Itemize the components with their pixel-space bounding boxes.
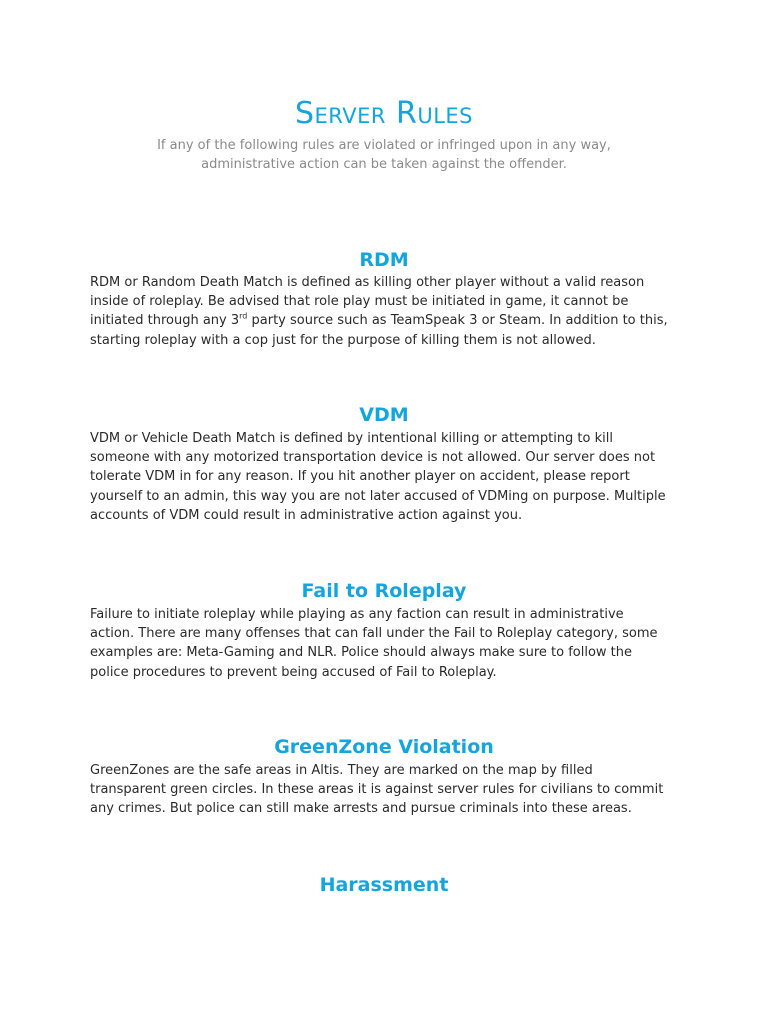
section-heading-vdm: VDM [359,404,409,426]
document-title: Server Rules [294,96,474,131]
section-body-fail-to-roleplay: Failure to initiate roleplay while playing as any faction can result in administrative action. There are many offenses that can fall under the Fail to Roleplay category, some examples are: Meta-Gaming and NLR. Police should always make sure to follow the police procedures to prevent being accused of Fail to Roleplay. [90,607,658,680]
rdm-body-superscript: rd [239,312,248,322]
section-heading-greenzone: GreenZone Violation [274,736,494,758]
subtitle-line-2: administrative action can be taken against the offender. [201,157,567,172]
subtitle-line-1: If any of the following rules are violated or infringed upon in any way, [157,138,611,153]
rdm-body-part-2: party source such as TeamSpeak 3 or Steam. In addition to this, starting roleplay with a cop just for the purpose of killing them is not allowed. [90,313,668,348]
section-body-vdm: VDM or Vehicle Death Match is defined by intentional killing or attempting to kill someone with any motorized transportation device is not allowed. Our server does not tolerate VDM in for any reason. If you hit another player on accident, please report yourself to an admin, this way you are not later accused of VDMing on purpose. Multiple accounts of VDM could result in administrative action against you. [90,431,666,523]
section-body-rdm [90,273,690,350]
rdm-body-part-1: RDM or Random Death Match is defined as killing other player without a valid reason inside of roleplay. Be advised that role play must be initiated in game, it cannot be initiated through any 3 [90,275,645,329]
section-heading-rdm: RDM [359,249,409,271]
section-body-greenzone: GreenZones are the safe areas in Altis. They are marked on the map by filled transparent green circles. In these areas it is against server rules for civilians to commit any crimes. But police can still make arrests and pursue criminals into these areas. [90,763,664,817]
section-heading-harassment: Harassment [319,874,449,896]
section-heading-fail-to-roleplay: Fail to Roleplay [301,580,467,602]
document-subtitle [0,136,768,174]
